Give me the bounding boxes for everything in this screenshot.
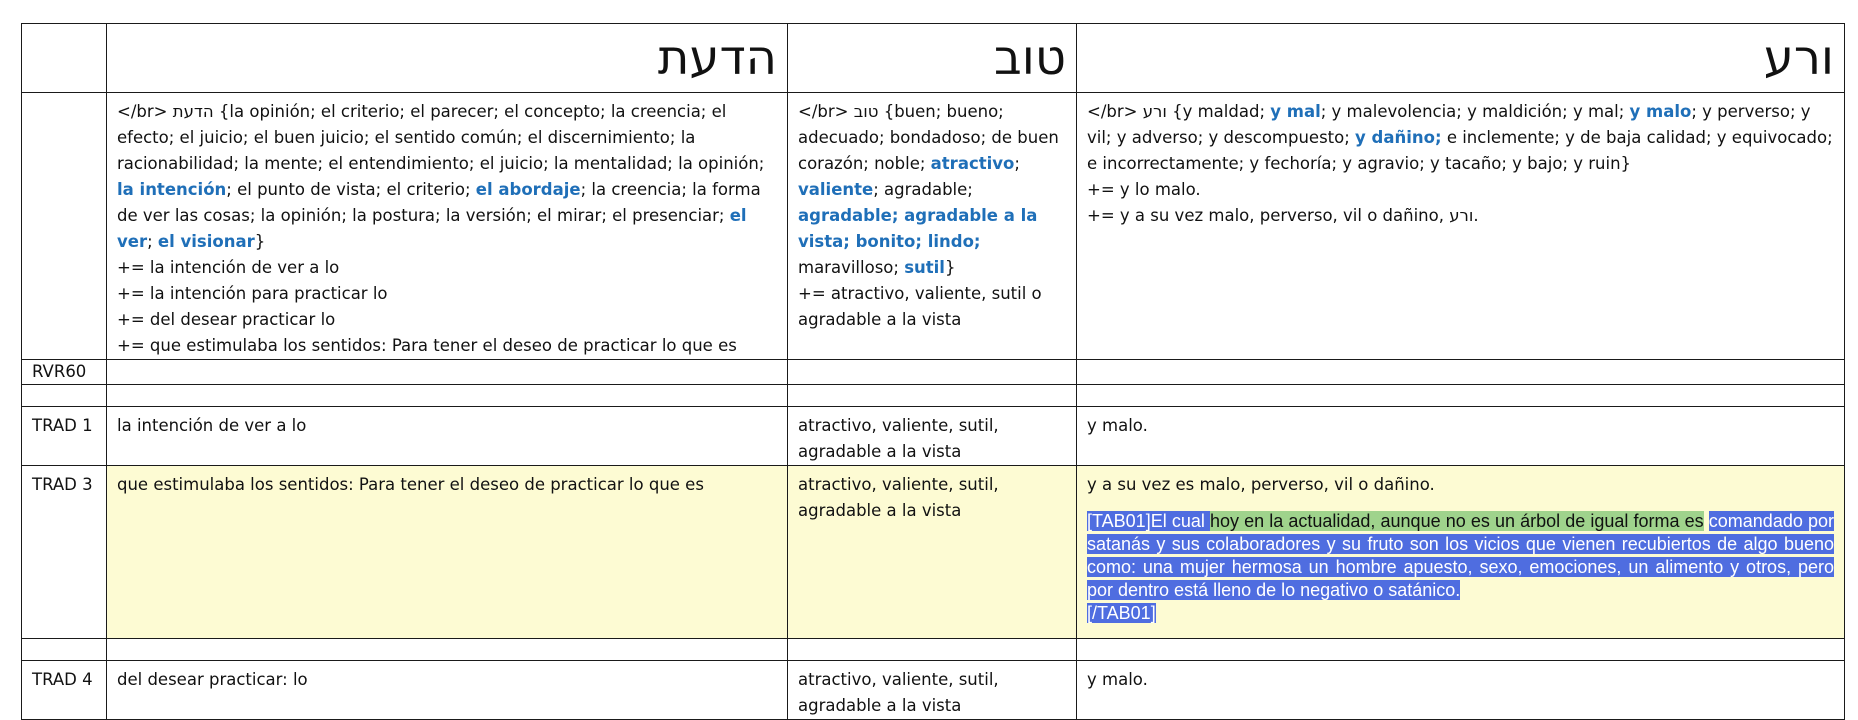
gloss-line: += que estimulaba los sentidos: Para tener el deseo de practicar lo que es xyxy=(117,336,737,355)
trad3-row xyxy=(22,466,1845,639)
table-cell[interactable]: y malo. xyxy=(1077,407,1845,466)
trad4-row xyxy=(22,661,1845,720)
gloss-segment: ; y malevolencia; y maldición; y mal; xyxy=(1320,102,1630,121)
gloss-segment: e inclemente; y de baja calidad; y equivocado; e incorrectamente; y fechoría; y agravio; y tacaño; y bajo; y ruin} xyxy=(1087,128,1833,173)
gloss-line: += atractivo, valiente, sutil o agradable a la vista xyxy=(798,284,1042,329)
selection-start: [TAB01]El cual xyxy=(1087,511,1210,531)
gloss-cell[interactable] xyxy=(788,93,1077,360)
table-cell[interactable] xyxy=(107,639,788,661)
table-cell[interactable]: y malo. xyxy=(1077,661,1845,720)
gloss-segment: } xyxy=(944,258,956,277)
rvr60-row xyxy=(22,360,1845,385)
gloss-text xyxy=(798,99,1066,281)
header-row xyxy=(22,24,1845,93)
table-cell[interactable]: atractivo, valiente, sutil, agradable a la vista xyxy=(788,466,1077,639)
row-label[interactable]: TRAD 4 xyxy=(22,661,107,720)
gloss-row xyxy=(22,93,1845,360)
gloss-segment: } xyxy=(254,232,266,251)
table-cell[interactable] xyxy=(788,385,1077,407)
header-cell[interactable] xyxy=(107,24,788,93)
table-cell[interactable]: atractivo, valiente, sutil, agradable a la vista xyxy=(788,407,1077,466)
gloss-segment: </br> ורע {y maldad; xyxy=(1087,102,1271,121)
row-label[interactable]: TRAD 3 xyxy=(22,466,107,639)
selection-text: comandado por satanás y sus colaboradores y su fruto son los vicios que vienen recubiertos de algo bueno como: una mujer hermosa un hombre apuesto, sexo, emociones, un alimento y otros, pero por dentro está lleno de lo negativo o satánico. xyxy=(1087,511,1834,600)
gloss-lines xyxy=(798,281,1066,333)
table-cell[interactable] xyxy=(107,385,788,407)
hebrew-word: הדעת xyxy=(657,30,777,86)
row-label[interactable]: RVR60 xyxy=(22,360,107,385)
cell-text: y a su vez es malo, perverso, vil o dañino. xyxy=(1087,475,1435,494)
gloss-segment: </br> טוב {buen; bueno; adecuado; bondadoso; de buen corazón; noble; xyxy=(798,102,1059,173)
gloss-segment: ; el punto de vista; el criterio; xyxy=(226,180,476,199)
table-cell[interactable] xyxy=(788,360,1077,385)
highlighted-term: y dañino; xyxy=(1355,128,1442,147)
table-cell[interactable] xyxy=(22,385,107,407)
table-cell[interactable] xyxy=(22,639,107,661)
table-cell[interactable] xyxy=(1077,639,1845,661)
table-cell[interactable]: la intención de ver a lo xyxy=(107,407,788,466)
header-cell[interactable] xyxy=(788,24,1077,93)
table-cell[interactable] xyxy=(788,639,1077,661)
table-cell[interactable]: del desear practicar: lo xyxy=(107,661,788,720)
highlighted-term: la intención xyxy=(117,180,227,199)
highlighted-term: el abordaje xyxy=(475,180,581,199)
table-cell[interactable] xyxy=(1077,360,1845,385)
table-cell[interactable] xyxy=(1077,385,1845,407)
gloss-line: += la intención de ver a lo xyxy=(117,258,340,277)
gloss-segment: ; la creencia; la forma de ver las cosas; la opinión; la postura; la versión; el mirar; el presenciar; xyxy=(117,180,761,225)
blank-row xyxy=(22,639,1845,661)
highlighted-term: y mal xyxy=(1270,102,1321,121)
gloss-segment: </br> הדעת {la opinión; el criterio; el parecer; el concepto; la creencia; el efecto; el juicio; el buen juicio; el sentido común; el discernimiento; la racionabilidad; la mente; el entendimiento; el juicio; la mentalidad; la opinión; xyxy=(117,102,765,173)
hebrew-word: ורע xyxy=(1763,30,1834,86)
trad1-row xyxy=(22,407,1845,466)
highlighted-term: sutil xyxy=(904,258,945,277)
gloss-line: += y lo malo. xyxy=(1087,180,1201,199)
table-cell[interactable] xyxy=(107,360,788,385)
gloss-cell[interactable] xyxy=(1077,93,1845,360)
gloss-label-cell[interactable] xyxy=(22,93,107,360)
gloss-segment: ; agradable; xyxy=(873,180,973,199)
gloss-segment: ; xyxy=(147,232,158,251)
highlighted-term: agradable; agradable a la vista; bonito; lindo; xyxy=(798,206,1038,251)
selection-end: [/TAB01] xyxy=(1087,603,1156,623)
header-empty-cell[interactable] xyxy=(22,24,107,93)
blank-row xyxy=(22,385,1845,407)
translation-table xyxy=(21,23,1845,720)
gloss-line: += del desear practicar lo xyxy=(117,310,336,329)
highlighted-term: valiente xyxy=(798,180,874,199)
table-cell[interactable]: atractivo, valiente, sutil, agradable a la vista xyxy=(788,661,1077,720)
gloss-lines xyxy=(1087,177,1834,229)
gloss-text xyxy=(117,99,777,255)
highlighted-term: atractivo xyxy=(930,154,1015,173)
selected-text-block[interactable] xyxy=(1087,510,1834,625)
gloss-segment: ; xyxy=(1014,154,1020,173)
row-label[interactable]: TRAD 1 xyxy=(22,407,107,466)
highlighted-term: el visionar xyxy=(157,232,255,251)
gloss-cell[interactable] xyxy=(107,93,788,360)
gloss-text xyxy=(1087,99,1834,177)
gloss-segment: maravilloso; xyxy=(798,258,905,277)
highlighted-term: y malo xyxy=(1629,102,1692,121)
hebrew-word: טוב xyxy=(994,30,1066,86)
highlighted-term: el ver xyxy=(117,206,747,251)
table-cell[interactable] xyxy=(1077,466,1845,639)
gloss-segment: ; y perverso; y vil; y adverso; y descompuesto; xyxy=(1087,102,1811,147)
gloss-line: += la intención para practicar lo xyxy=(117,284,388,303)
table-cell[interactable]: que estimulaba los sentidos: Para tener el deseo de practicar lo que es xyxy=(107,466,788,639)
gloss-lines xyxy=(117,255,777,359)
gloss-line: += y a su vez malo, perverso, vil o dañino, ורע. xyxy=(1087,206,1479,225)
green-highlight: hoy en la actualidad, aunque no es un árbol de igual forma es xyxy=(1209,511,1704,531)
header-cell[interactable] xyxy=(1077,24,1845,93)
